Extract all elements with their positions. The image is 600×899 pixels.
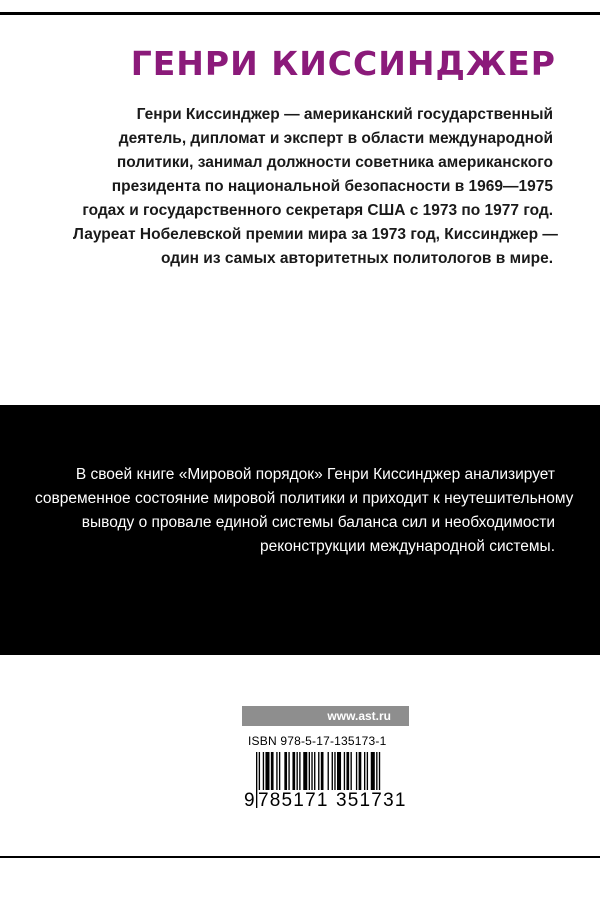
blurb-line: выводу о провале единой системы баланса сил и необходимости [81, 514, 555, 531]
website-label: www.ast.ru [242, 706, 409, 726]
top-rule [0, 12, 600, 15]
blurb-line: реконструкции международной системы. [259, 538, 555, 555]
bio-line: Генри Киссинджер — американский государственный [136, 106, 553, 123]
blurb-line: В своей книге «Мировой порядок» Генри Киссинджер анализирует [75, 466, 555, 483]
bio-line: один из самых авторитетных политологов в мире. [161, 250, 553, 267]
barcode-first-digit: 9 [244, 790, 255, 811]
author-name: ГЕНРИ КИССИНДЖЕР [130, 44, 556, 83]
bottom-rule [0, 856, 600, 858]
bio-line: Лауреат Нобелевской премии мира за 1973 год, Киссинджер — [73, 226, 558, 243]
bio-line: годах и государственного секретаря США с 1973 по 1977 год. [82, 202, 553, 219]
bio-line: деятель, дипломат и эксперт в области международной [118, 130, 553, 147]
barcode-right-group: 351731 [336, 790, 407, 811]
blurb-line: современное состояние мировой политики и приходит к неутешительному [35, 490, 574, 507]
bio-line: политики, занимал должности советника американского [116, 154, 553, 171]
book-blurb [35, 463, 574, 559]
blurb-band [0, 405, 600, 655]
author-bio [73, 103, 558, 271]
barcode-left-group: 785171 [258, 790, 329, 811]
isbn-label: ISBN 978-5-17-135173-1 [248, 734, 387, 748]
bio-line: президента по национальной безопасности в 1969—1975 [111, 178, 553, 195]
